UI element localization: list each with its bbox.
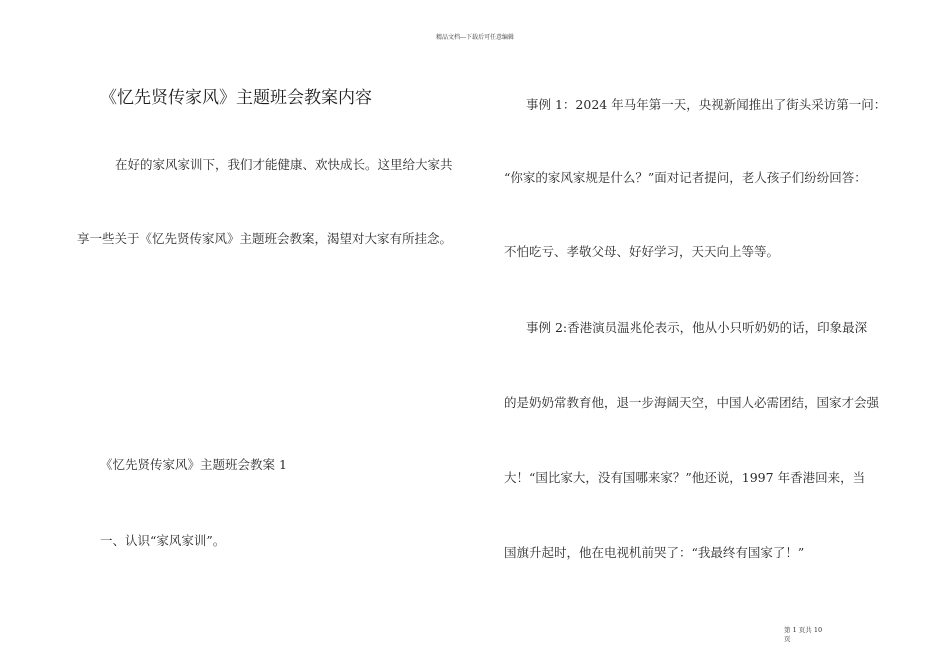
paragraph-line: 事例 1：2024 年马年第一天，央视新闻推出了街头采访第一问： [526,97,887,112]
section-heading-1: 一、认识“家风家训”。 [100,533,226,548]
paragraph-line: 大！“国比家大，没有国哪来家？”他还说，1997 年香港回来，当 [504,470,866,485]
paragraph-line: 不怕吃亏、孝敬父母、好好学习，天天向上等等。 [504,244,780,259]
page-number-line-2: 页 [784,635,791,643]
lesson-plan-subtitle: 《忆先贤传家风》主题班会教案 1 [100,457,287,472]
page-number-line-1: 第 1 页共 10 [784,626,823,634]
page-number [784,626,844,644]
header-note: 精品文档---下载后可任意编辑 [435,34,515,41]
paragraph-line: “你家的家风家规是什么？”面对记者提问，老人孩子们纷纷回答： [504,170,867,185]
paragraph-line: 国旗升起时，他在电视机前哭了：“我最终有国家了！” [504,545,805,560]
paragraph-line: 事例 2:香港演员温兆伦表示，他从小只听奶奶的话，印象最深 [526,320,868,335]
document-title: 《忆先贤传家风》主题班会教案内容 [100,88,372,108]
left-column [70,0,470,672]
intro-paragraph-line-2: 享一些关于《忆先贤传家风》主题班会教案，渴望对大家有所挂念。 [77,231,453,246]
right-column [498,0,888,672]
paragraph-line: 的是奶奶常教育他，退一步海阔天空，中国人必需团结，国家才会强 [504,395,880,410]
intro-paragraph-line-1: 在好的家风家训下，我们才能健康、欢快成长。这里给大家共 [115,157,453,172]
